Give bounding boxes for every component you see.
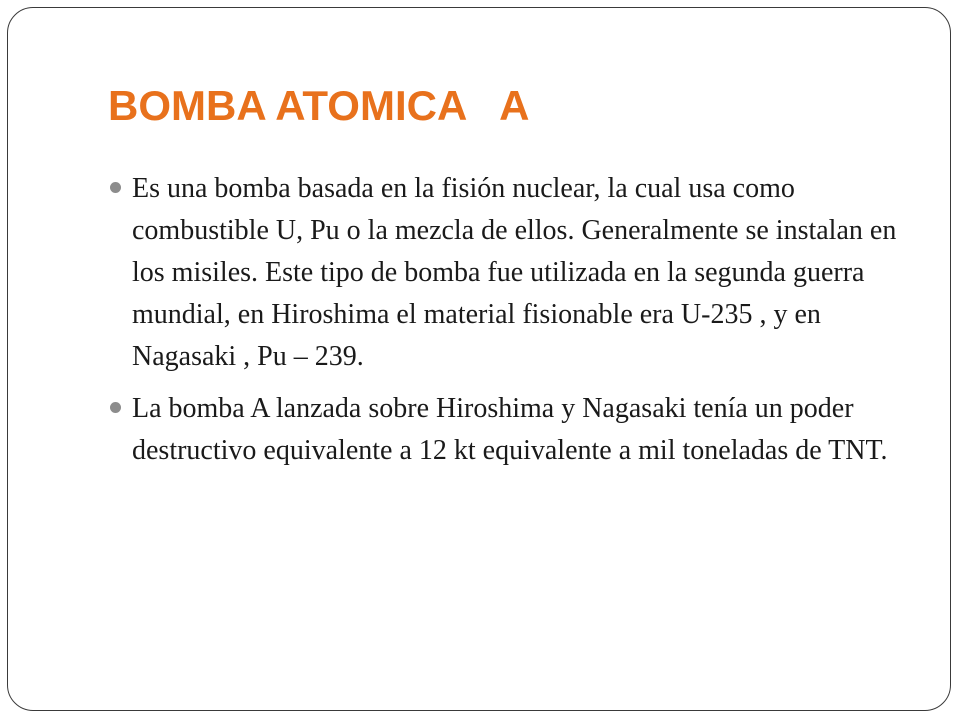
bullet-text: La bomba A lanzada sobre Hiroshima y Nagasaki tenía un poder destructivo equivalente a 12 kt equivalente a mil toneladas de TNT.	[132, 393, 888, 466]
slide-title: BOMBA ATOMICA A	[108, 82, 530, 129]
slide	[7, 7, 951, 711]
bullet-item	[108, 168, 898, 378]
bullet-dot-icon	[110, 182, 121, 193]
bullet-item	[108, 388, 898, 472]
bullet-text: Es una bomba basada en la fisión nuclear, la cual usa como combustible U, Pu o la mezcla de ellos. Generalmente se instalan en los misiles. Este tipo de bomba fue utilizada en la segunda guerra mundial, en Hiroshima el material fisionable era U-235 , y en Nagasaki , Pu – 239.	[132, 173, 897, 372]
bullet-list	[108, 168, 898, 482]
bullet-dot-icon	[110, 402, 121, 413]
